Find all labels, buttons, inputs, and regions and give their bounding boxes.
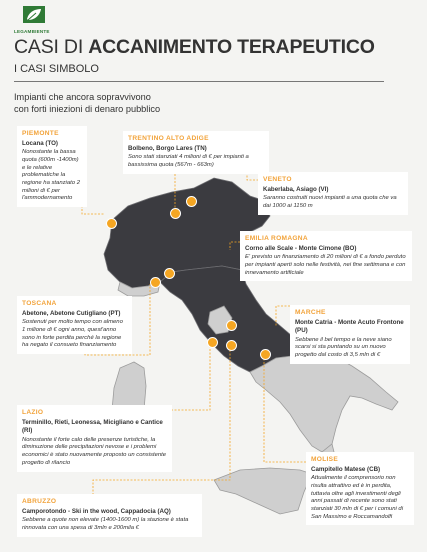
case-region: PIEMONTE [22, 130, 59, 137]
case-description: Nonostante il forte calo delle presenze turistiche, la diminuzione delle precipitazioni nevose e i problemi economici è stato nuovamente proposto un consistente progetto di rilancio [22, 436, 167, 466]
marker-molise[interactable] [260, 349, 271, 360]
case-card-emilia-romagna [240, 231, 412, 281]
case-location: Campitello Matese (CB) [311, 465, 381, 473]
case-location: Kaberlaba, Asiago (VI) [263, 185, 329, 193]
case-location: Monte Catria - Monte Acuto Frontone (PU) [295, 318, 404, 335]
case-region: ABRUZZO [22, 498, 57, 505]
case-card-molise [306, 452, 414, 525]
case-description: Sebbene il bel tempo e la neve siano scarsi si sta puntando su un nuovo progetto dal costo di 3,5 mln di € [295, 336, 392, 359]
case-location: Corno alle Scale - Monte Cimone (BO) [245, 244, 357, 252]
case-region: MARCHE [295, 309, 326, 316]
marker-toscana[interactable] [150, 277, 161, 288]
case-region: VENETO [263, 176, 292, 183]
case-description: E' previsto un finanziamento di 20 milioni di € a fondo perduto per impianti aperti solo nelle festività, nei fine settimana e con innevamento artificiale [245, 254, 406, 276]
case-location: Abetone, Abetone Cutigliano (PT) [22, 309, 121, 317]
title-light: CASI DI [14, 36, 84, 58]
case-description: Attualmente il comprensorio non risulta attrattivo ed è in perdita, tuttavia oltre agli investimenti degli anni passati di recente sono stati stanziati 30 mln di € per i comuni di San Massimo e Roccamandolfi [311, 475, 404, 520]
case-card-toscana [17, 296, 132, 354]
case-location: Camporotondo - Ski in the wood, Cappadocia (AQ) [22, 507, 171, 515]
case-location: Bolbeno, Borgo Lares (TN) [128, 144, 207, 152]
case-description: Sostenuti per molto tempo con almeno 1 milione di € ogni anno, quest'anno sono in forte perdita perché la regione ha negato il consueto finanziamento [22, 319, 123, 349]
map-sicily [214, 468, 312, 514]
marker-emilia-romagna[interactable] [164, 268, 175, 279]
brand-name: LEGAMBIENTE [14, 29, 50, 34]
case-card-marche [290, 305, 410, 364]
marker-piemonte[interactable] [106, 218, 117, 229]
marker-abruzzo[interactable] [226, 340, 237, 351]
page-subtitle: I CASI SIMBOLO [14, 63, 99, 75]
case-region: MOLISE [311, 456, 339, 463]
title-bold: ACCANIMENTO TERAPEUTICO [88, 36, 375, 58]
case-card-veneto [258, 172, 408, 215]
case-card-lazio [17, 405, 172, 472]
case-location: Terminillo, Rieti, Leonessa, Micigliano e Cantice (RI) [22, 418, 163, 435]
case-description: Sono stati stanziati 4 milioni di € per impianti a bassissima quota (567m - 663m) [128, 154, 249, 168]
case-card-abruzzo [17, 494, 202, 537]
intro-line-2: con forti iniezioni di denaro pubblico [14, 104, 161, 114]
case-card-trentino [123, 131, 269, 174]
marker-marche[interactable] [226, 320, 237, 331]
intro-line-1: Impianti che ancora sopravvivono [14, 92, 151, 102]
marker-trentino[interactable] [170, 208, 181, 219]
case-region: TRENTINO ALTO ADIGE [128, 135, 209, 142]
marker-lazio[interactable] [207, 337, 218, 348]
case-description: Saranno costruiti nuovi impianti a una quota che va dai 1000 ai 1150 m [263, 195, 397, 209]
case-region: LAZIO [22, 409, 44, 416]
case-card-piemonte [17, 126, 87, 207]
marker-veneto[interactable] [186, 196, 197, 207]
case-description: Nonostante la bassa quota (600m -1400m) e le relative problematiche la regione ha stanziato 2 milioni di € per l'ammodernamento [22, 149, 80, 202]
case-region: EMILIA ROMAGNA [245, 235, 308, 242]
case-region: TOSCANA [22, 300, 57, 307]
case-location: Locana (TO) [22, 139, 58, 147]
case-description: Sebbene a quote non elevate (1400-1600 m) la stazione è stata rinnovata con una spesa di 3mln e 200mila € [22, 517, 189, 531]
